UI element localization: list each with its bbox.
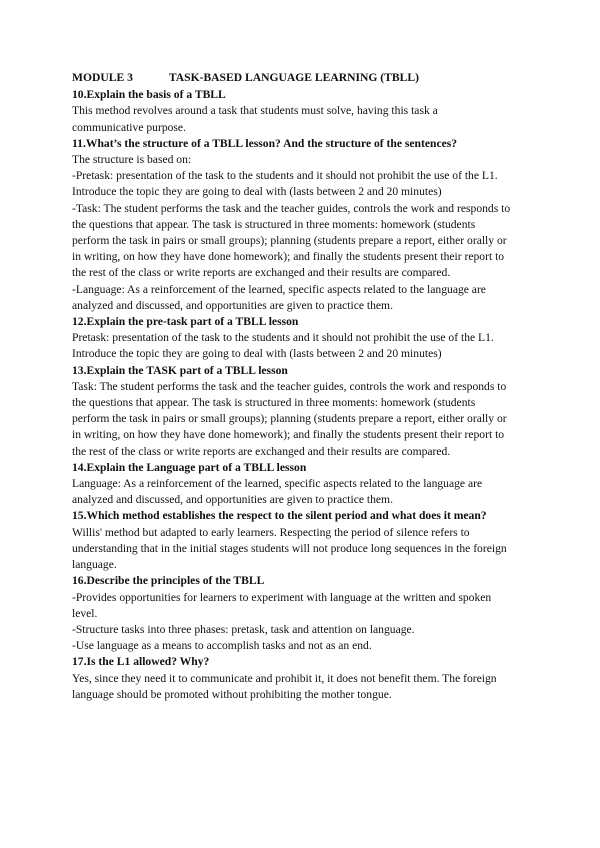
question-heading: 13.Explain the TASK part of a TBLL lesson [72, 363, 288, 377]
answer-paragraph: -Use language as a means to accomplish tasks and not as an end. [72, 639, 372, 653]
answer-paragraph: The structure is based on: [72, 153, 192, 167]
question-heading: 17.Is the L1 allowed? Why? [72, 655, 210, 669]
question-heading: 14.Explain the Language part of a TBLL lesson [72, 460, 307, 474]
answer-paragraph: Task: The student performs the task and the teacher guides, controls the work and responds to the questions that appear. The task is structured in three moments: homework (students perform the task in pairs or small groups); planning (students prepare a report, either orally or in writing, on how they have done homework); and finally the students present their report to the rest of the class or write reports are exchanged and their results are compared. [72, 379, 507, 458]
question-heading: 16.Describe the principles of the TBLL [72, 574, 265, 588]
answer-paragraph: Pretask: presentation of the task to the students and it should not prohibit the use of the L1. Introduce the topic they are going to deal with (lasts between 2 and 20 minutes) [72, 331, 494, 361]
question-heading: 11.What’s the structure of a TBLL lesson? And the structure of the sentences? [72, 136, 458, 150]
answer-paragraph: -Structure tasks into three phases: pretask, task and attention on language. [72, 622, 415, 636]
answer-paragraph: -Language: As a reinforcement of the learned, specific aspects related to the language are analyzed and discussed, and opportunities are given to practice them. [72, 282, 486, 312]
module-heading [72, 70, 512, 86]
answer-paragraph: -Provides opportunities for learners to experiment with language at the written and spoken level. [72, 590, 492, 620]
answer-paragraph: This method revolves around a task that students must solve, having this task a communicative purpose. [72, 104, 438, 134]
question-heading: 15.Which method establishes the respect to the silent period and what does it mean? [72, 509, 487, 523]
module-number: MODULE 3 [72, 71, 133, 84]
answer-paragraph: Language: As a reinforcement of the learned, specific aspects related to the language are analyzed and discussed, and opportunities are given to practice them. [72, 477, 483, 507]
question-heading: 10.Explain the basis of a TBLL [72, 88, 226, 102]
question-heading: 12.Explain the pre-task part of a TBLL lesson [72, 315, 299, 329]
answer-paragraph: -Pretask: presentation of the task to the students and it should not prohibit the use of the L1. Introduce the topic they are going to deal with (lasts between 2 and 20 minutes) [72, 169, 498, 199]
answer-paragraph: Yes, since they need it to communicate and prohibit it, it does not benefit them. The foreign language should be promoted without prohibiting the mother tongue. [72, 671, 497, 701]
module-title: TASK-BASED LANGUAGE LEARNING (TBLL) [168, 71, 419, 84]
answer-paragraph: Willis' method but adapted to early learners. Respecting the period of silence refers to understanding that in the initial stages students will not produce long sequences in the foreign language. [72, 525, 507, 572]
question-list [72, 87, 512, 703]
answer-paragraph: -Task: The student performs the task and the teacher guides, controls the work and responds to the questions that appear. The task is structured in three moments: homework (students perform the task in pairs or small groups); planning (students prepare a report, either orally or in writing, on how they have done homework); and finally the students present their report to the rest of the class or write reports are exchanged and their results are compared. [72, 201, 511, 280]
